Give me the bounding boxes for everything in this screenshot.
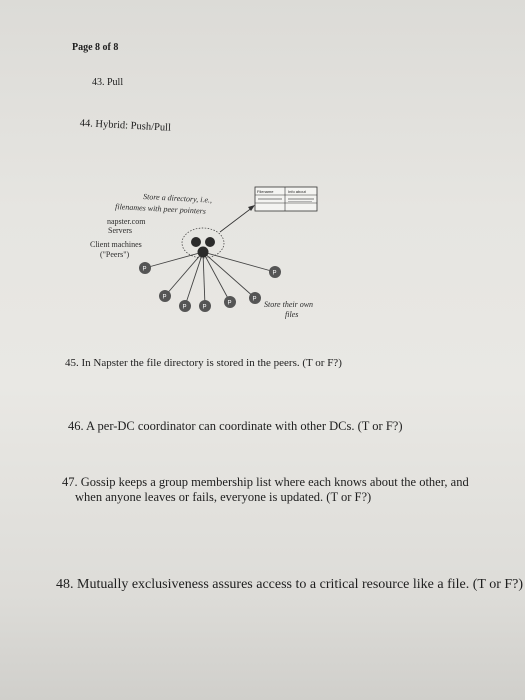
files-label-line1: Store their own — [264, 300, 314, 309]
svg-text:P: P — [227, 300, 232, 307]
peer-nodes — [139, 262, 281, 312]
question-46: 46. A per-DC coordinator can coordinate with other DCs. (T or F?) — [68, 419, 403, 433]
question-47 — [62, 475, 469, 505]
peer-node — [139, 262, 151, 274]
peer-node — [249, 292, 261, 304]
svg-text:P: P — [182, 304, 187, 311]
directory-label-line2: filenames with peer pointers — [114, 202, 207, 216]
svg-text:P: P — [202, 304, 207, 311]
question-43: 43. Pull — [92, 77, 124, 88]
files-label-line2: files — [285, 310, 299, 319]
svg-text:P: P — [252, 296, 257, 303]
client-label-line1: Client machines — [90, 240, 142, 249]
peer-node — [159, 290, 171, 302]
directory-label-line1: Store a directory, i.e., — [142, 192, 213, 205]
peer-node — [199, 300, 211, 312]
peer-node — [269, 266, 281, 278]
svg-text:P: P — [272, 270, 277, 277]
client-label-line2: ("Peers") — [100, 250, 130, 259]
table-header-filename: Filename — [257, 189, 274, 194]
directory-table — [255, 187, 317, 211]
table-header-info: Info about — [288, 189, 306, 194]
question-48: 48. Mutually exclusiveness assures access to a critical resource like a file. (T or F?) — [56, 577, 524, 592]
question-45: 45. In Napster the file directory is stored in the peers. (T or F?) — [65, 357, 342, 369]
question-47-line2: when anyone leaves or fails, everyone is updated. (T or F?) — [75, 490, 372, 504]
svg-text:P: P — [162, 294, 167, 301]
directory-arrow — [220, 207, 253, 232]
peer-node — [224, 296, 236, 308]
server-label-line2: Servers — [108, 226, 132, 235]
server-label-line1: napster.com — [107, 217, 146, 226]
peer-node — [179, 300, 191, 312]
page-number-header: Page 8 of 8 — [72, 42, 119, 53]
question-44: 44. Hybrid: Push/Pull — [79, 118, 172, 134]
question-47-line1: 47. Gossip keeps a group membership list where each knows about the other, and — [62, 475, 469, 489]
svg-text:P: P — [142, 266, 147, 273]
